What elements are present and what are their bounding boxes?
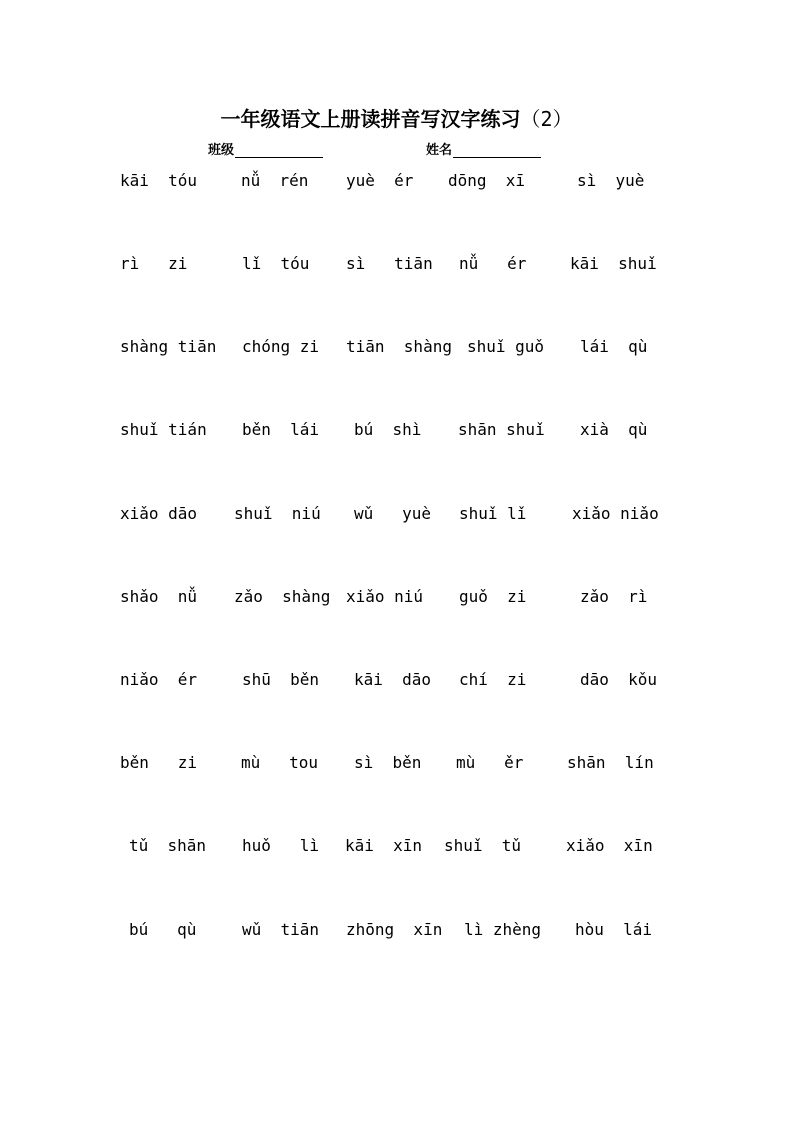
pinyin-word: shān shuǐ	[458, 420, 545, 439]
pinyin-word: kāi dāo	[354, 670, 432, 689]
pinyin-word: wǔ tiān	[242, 920, 320, 939]
pinyin-word: xiǎo dāo	[120, 504, 198, 523]
pinyin-row-1	[0, 171, 793, 195]
pinyin-word: mù ěr	[456, 753, 524, 772]
pinyin-word: xià qù	[580, 420, 648, 439]
pinyin-word: shǎo nǚ	[120, 587, 198, 606]
pinyin-word: lái qù	[580, 337, 648, 356]
pinyin-word: rì zi	[120, 254, 188, 273]
class-blank-line[interactable]	[235, 141, 323, 158]
pinyin-word: sì yuè	[577, 171, 645, 190]
title-number: （2）	[520, 107, 573, 131]
pinyin-word: běn zi	[120, 753, 198, 772]
pinyin-row-2	[0, 254, 793, 278]
pinyin-word: kāi xīn	[345, 836, 423, 855]
pinyin-word: nǚ ér	[459, 254, 527, 273]
name-blank-line[interactable]	[453, 141, 541, 158]
pinyin-word: wǔ yuè	[354, 504, 432, 523]
pinyin-word: xiǎo niú	[346, 587, 424, 606]
pinyin-row-8	[0, 753, 793, 777]
pinyin-word: shàng tiān	[120, 337, 217, 356]
name-label: 姓名	[426, 143, 453, 158]
pinyin-word: niǎo ér	[120, 670, 198, 689]
pinyin-word: lì zhèng	[464, 920, 542, 939]
pinyin-word: mù tou	[241, 753, 319, 772]
pinyin-word: shān lín	[567, 753, 654, 772]
pinyin-word: shuǐ tǔ	[444, 836, 522, 855]
pinyin-word: lǐ tóu	[242, 254, 310, 273]
pinyin-word: shuǐ guǒ	[467, 337, 545, 356]
pinyin-word: dāo kǒu	[580, 670, 658, 689]
pinyin-word: bú qù	[129, 920, 197, 939]
pinyin-word: tǔ shān	[129, 836, 207, 855]
pinyin-word: dōng xī	[448, 171, 526, 190]
pinyin-word: tiān shàng	[346, 337, 452, 356]
class-field	[208, 139, 323, 158]
pinyin-word: guǒ zi	[459, 587, 527, 606]
pinyin-word: yuè ér	[346, 171, 414, 190]
pinyin-row-9	[0, 836, 793, 860]
pinyin-word: shū běn	[242, 670, 320, 689]
pinyin-word: hòu lái	[575, 920, 653, 939]
pinyin-row-6	[0, 587, 793, 611]
pinyin-row-3	[0, 337, 793, 361]
pinyin-word: kāi shuǐ	[570, 254, 657, 273]
pinyin-word: shuǐ tián	[120, 420, 207, 439]
pinyin-word: zhōng xīn	[346, 920, 443, 939]
pinyin-word: chóng zi	[242, 337, 320, 356]
pinyin-word: shuǐ lǐ	[459, 504, 527, 523]
pinyin-word: sì tiān	[346, 254, 433, 273]
title-text: 一年级语文上册读拼音写汉字练习	[220, 107, 521, 131]
pinyin-word: kāi tóu	[120, 171, 198, 190]
pinyin-word: nǚ rén	[241, 171, 309, 190]
pinyin-word: shuǐ niú	[234, 504, 321, 523]
pinyin-word: zǎo rì	[580, 587, 648, 606]
pinyin-row-4	[0, 420, 793, 444]
name-field	[426, 139, 541, 158]
pinyin-word: sì běn	[354, 753, 422, 772]
pinyin-word: xiǎo xīn	[566, 836, 653, 855]
pinyin-word: huǒ lì	[242, 836, 320, 855]
pinyin-row-7	[0, 670, 793, 694]
class-label: 班级	[208, 143, 235, 158]
pinyin-word: bú shì	[354, 420, 422, 439]
pinyin-row-10	[0, 920, 793, 944]
page-title	[0, 103, 793, 132]
pinyin-word: chí zi	[459, 670, 527, 689]
pinyin-word: xiǎo niǎo	[572, 504, 659, 523]
pinyin-word: zǎo shàng	[234, 587, 331, 606]
pinyin-row-5	[0, 504, 793, 528]
pinyin-word: běn lái	[242, 420, 320, 439]
